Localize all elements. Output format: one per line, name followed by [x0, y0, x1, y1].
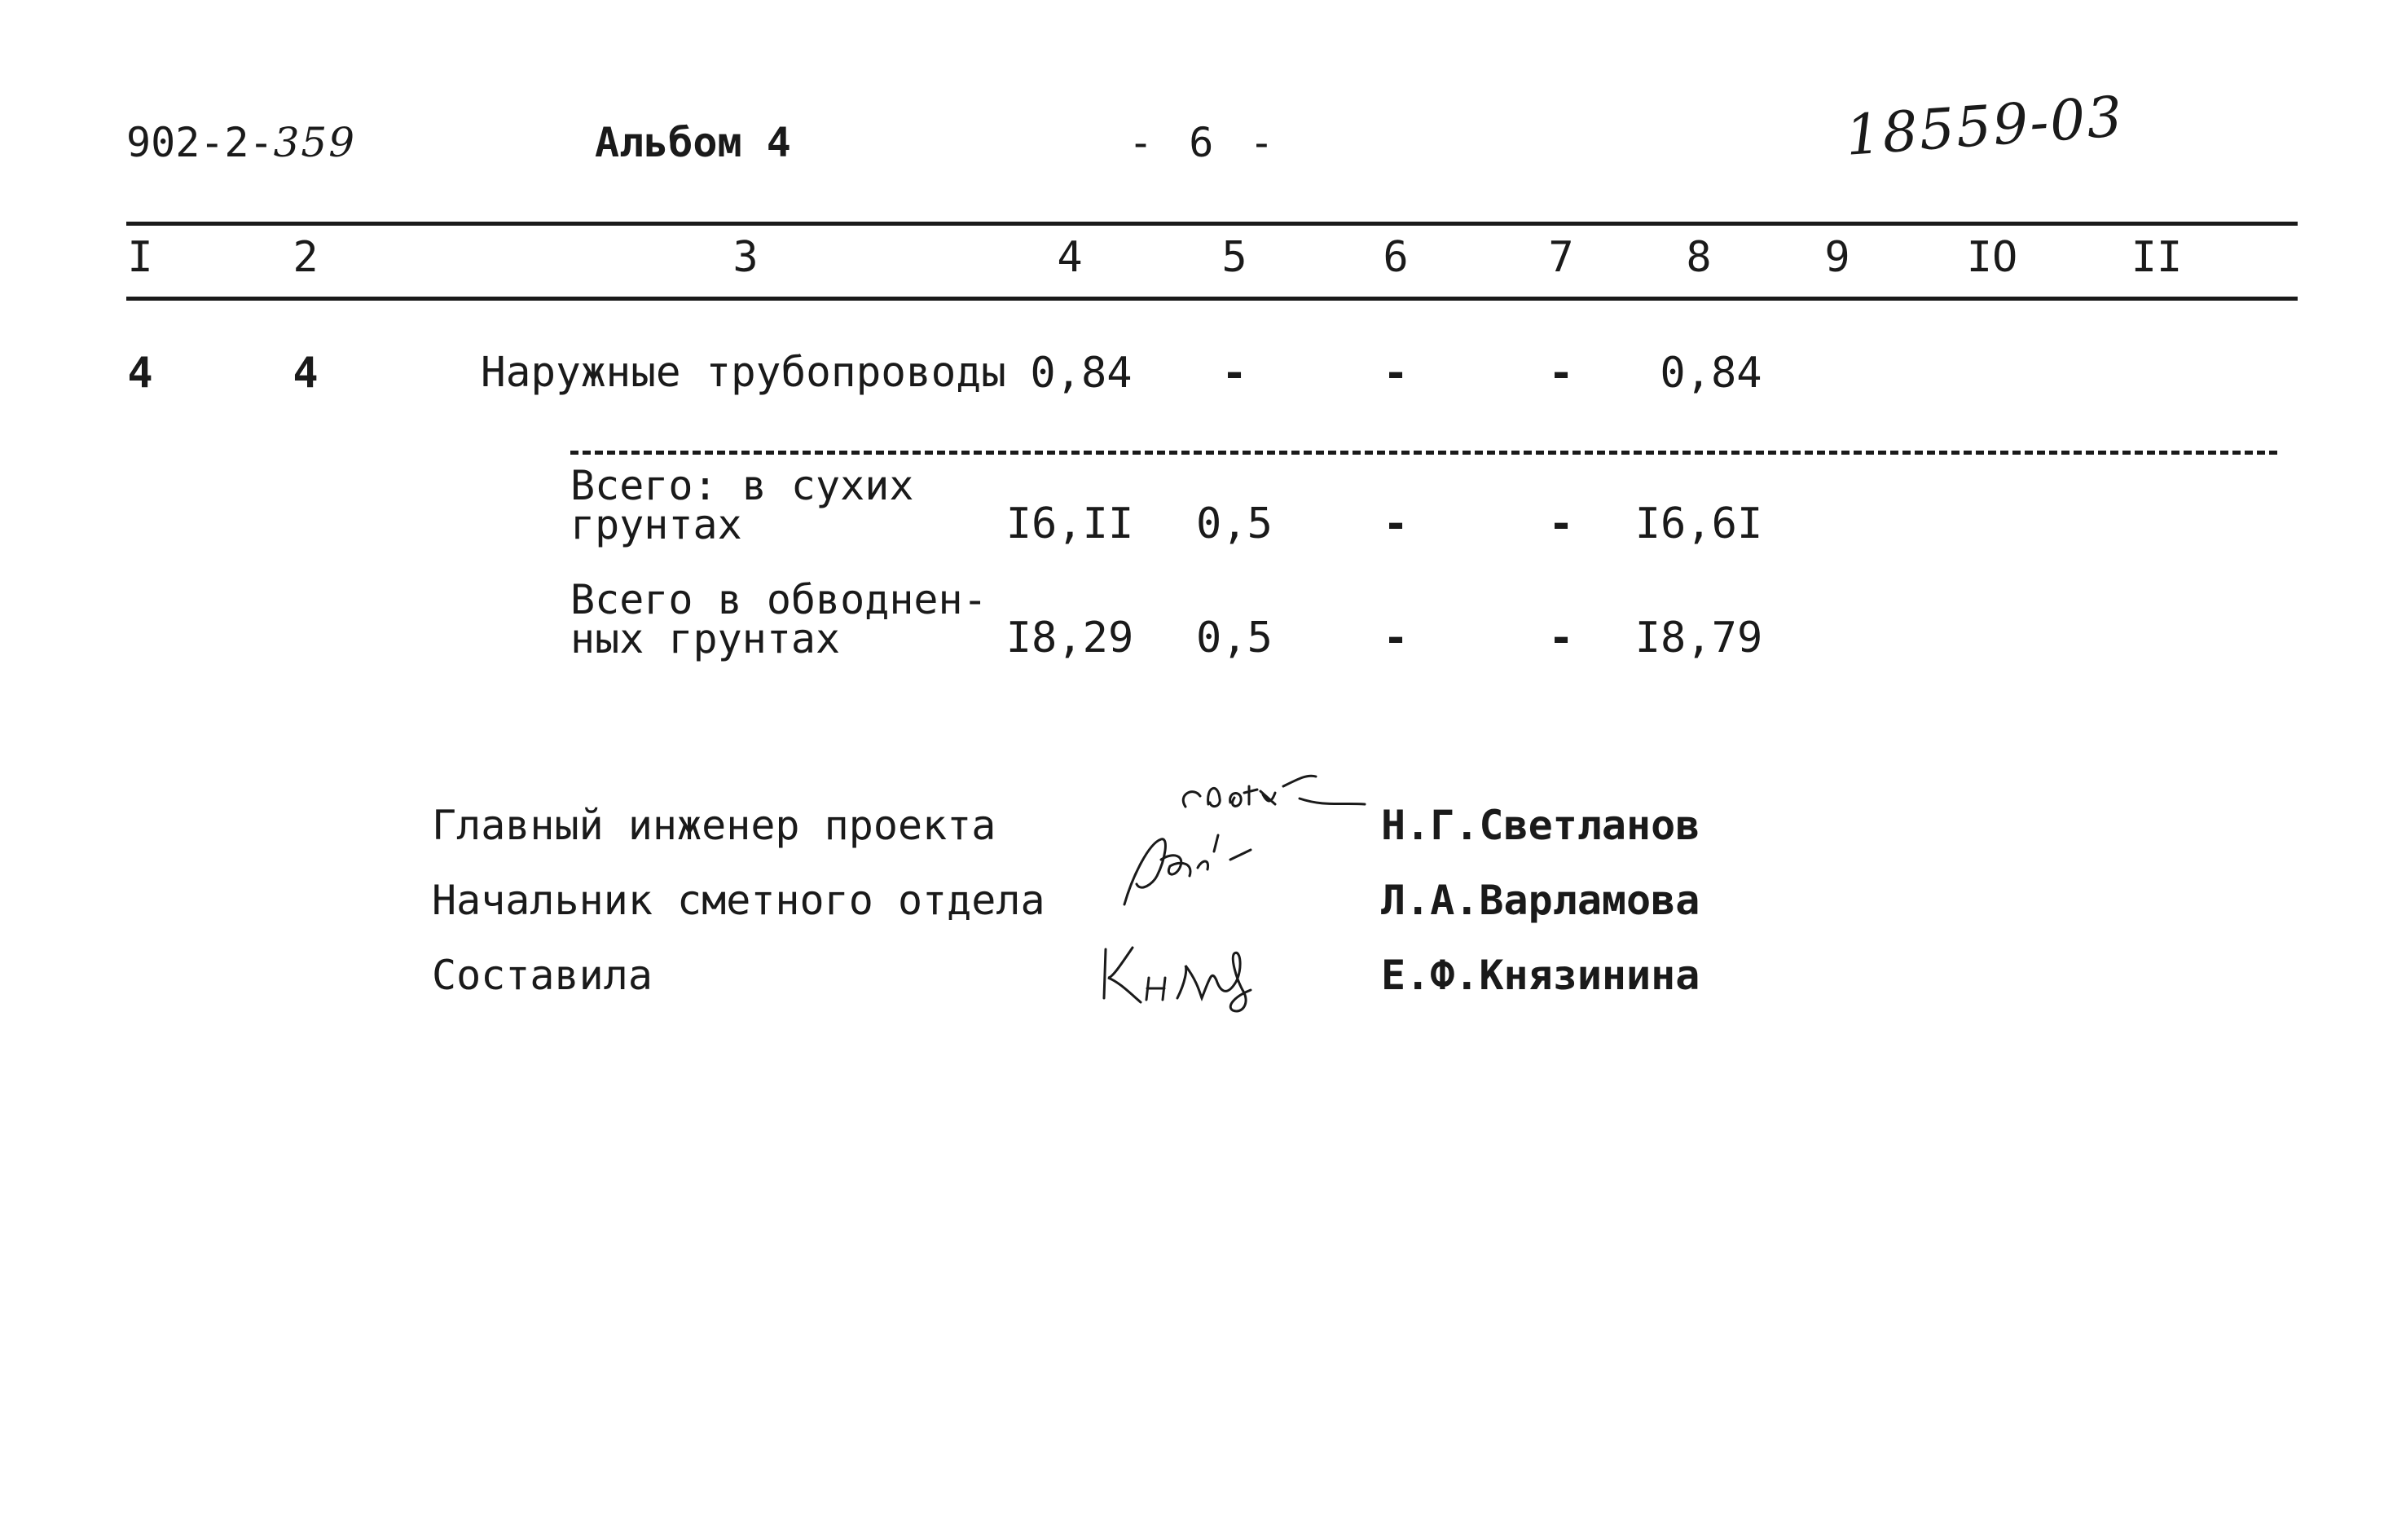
column-number: 6 — [1383, 233, 1409, 282]
table-cell-value: - — [1221, 349, 1247, 398]
total-value: I6,6I — [1634, 499, 1763, 548]
table-cell-value: 0,84 — [1030, 349, 1133, 398]
column-number: I — [127, 233, 153, 282]
total-value: 0,5 — [1196, 499, 1273, 548]
total-value: - — [1383, 614, 1409, 662]
total-label-line: Всего в обводнен- — [570, 576, 987, 623]
signature-2 — [1116, 827, 1279, 909]
total-value: - — [1383, 499, 1409, 548]
column-number: 9 — [1824, 233, 1850, 282]
signatory-position: Составила — [432, 952, 653, 999]
column-number: 7 — [1548, 233, 1574, 282]
table-cell-value: - — [1383, 349, 1409, 398]
column-number: 4 — [1057, 233, 1083, 282]
total-value: I8,79 — [1634, 614, 1763, 662]
table-cell-number: 4 — [127, 349, 153, 398]
signature-1 — [1169, 762, 1381, 835]
column-number: 2 — [293, 233, 319, 282]
column-number: 3 — [732, 233, 759, 282]
signatory-name: Н.Г.Светланов — [1381, 802, 1700, 849]
column-number: IO — [1966, 233, 2018, 282]
album-label: Альбом 4 — [595, 119, 791, 166]
totals-separator — [570, 451, 2277, 455]
signatory-position: Главный инженер проекта — [432, 802, 996, 849]
column-number: 5 — [1221, 233, 1247, 282]
total-label-line: Всего: в сухих — [570, 462, 914, 509]
archive-number: 18559-03 — [1843, 85, 2127, 169]
total-label — [570, 462, 914, 548]
signature-3 — [1096, 933, 1340, 1023]
total-value: - — [1548, 499, 1574, 548]
table-cell-number: 4 — [293, 349, 319, 398]
total-value: 0,5 — [1196, 614, 1273, 662]
signatory-name: Л.А.Варламова — [1381, 877, 1700, 924]
total-value: I6,II — [1005, 499, 1134, 548]
table-cell-value: - — [1548, 349, 1574, 398]
total-label — [570, 576, 987, 662]
signatory-position: Начальник сметного отдела — [432, 877, 1045, 924]
column-number: 8 — [1686, 233, 1712, 282]
table-cell-name: Наружные трубопроводы — [481, 349, 1006, 397]
total-label-line: ных грунтах — [570, 615, 841, 662]
total-label-line: грунтах — [570, 501, 742, 548]
total-value: - — [1548, 614, 1574, 662]
document-code-prefix: 902-2- — [126, 119, 274, 166]
total-value: I8,29 — [1005, 614, 1134, 662]
document-code-handwritten: 359 — [273, 119, 357, 166]
table-top-rule — [126, 222, 2298, 226]
table-cell-value: 0,84 — [1660, 349, 1762, 398]
column-number: II — [2131, 233, 2183, 282]
table-header-rule — [126, 297, 2298, 301]
page-number: - 6 - — [1128, 119, 1274, 166]
signatory-name: Е.Ф.Князинина — [1381, 952, 1700, 999]
document-code — [126, 119, 357, 166]
